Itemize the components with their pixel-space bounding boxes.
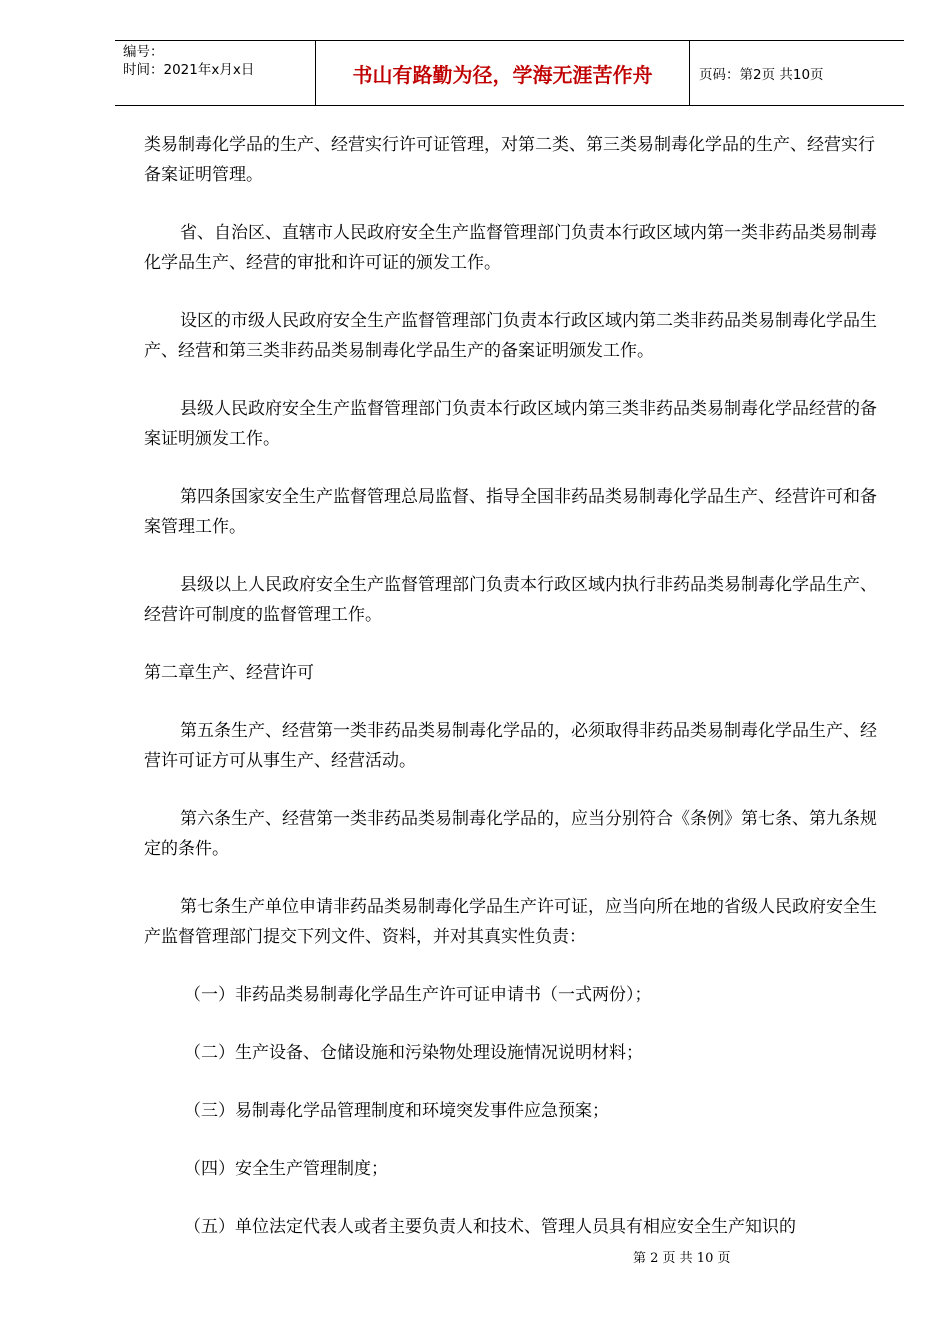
paragraph: 省、自治区、直辖市人民政府安全生产监督管理部门负责本行政区域内第一类非药品类易制毒化学品生产、经营的审批和许可证的颁发工作。	[144, 223, 877, 273]
list-item: （四）安全生产管理制度；	[184, 1159, 388, 1179]
paragraph: 县级以上人民政府安全生产监督管理部门负责本行政区域内执行非药品类易制毒化学品生产、经营许可制度的监督管理工作。	[144, 575, 877, 625]
document-number-label: 编号：	[123, 44, 164, 60]
page-footer: 第 2 页 共 10 页	[633, 1251, 731, 1266]
paragraph: 第六条生产、经营第一类非药品类易制毒化学品的，应当分别符合《条例》第七条、第九条规定的条件。	[144, 809, 877, 859]
list-item: （二）生产设备、仓储设施和污染物处理设施情况说明材料；	[184, 1043, 643, 1063]
paragraph: 第五条生产、经营第一类非药品类易制毒化学品的，必须取得非药品类易制毒化学品生产、经营许可证方可从事生产、经营活动。	[144, 721, 877, 771]
list-item: （一）非药品类易制毒化学品生产许可证申请书（一式两份）；	[184, 985, 652, 1005]
list-item: （三）易制毒化学品管理制度和环境突发事件应急预案；	[184, 1101, 609, 1121]
paragraph: 类易制毒化学品的生产、经营实行许可证管理，对第二类、第三类易制毒化学品的生产、经营实行备案证明管理。	[144, 135, 875, 185]
header-meta	[115, 41, 316, 105]
header-page-number: 页码：第2页 共10页	[699, 67, 824, 83]
paragraph: 县级人民政府安全生产监督管理部门负责本行政区域内第三类非药品类易制毒化学品经营的备案证明颁发工作。	[144, 399, 877, 449]
header-motto: 书山有路勤为径，学海无涯苦作舟	[316, 41, 690, 105]
paragraph: 设区的市级人民政府安全生产监督管理部门负责本行政区域内第二类非药品类易制毒化学品生产、经营和第三类非药品类易制毒化学品生产的备案证明颁发工作。	[144, 311, 877, 361]
page-header	[115, 40, 904, 106]
list-item: （五）单位法定代表人或者主要负责人和技术、管理人员具有相应安全生产知识的	[184, 1217, 796, 1237]
document-body	[144, 130, 879, 1270]
paragraph: 第七条生产单位申请非药品类易制毒化学品生产许可证，应当向所在地的省级人民政府安全生产监督管理部门提交下列文件、资料，并对其真实性负责：	[144, 897, 877, 947]
chapter-heading: 第二章生产、经营许可	[144, 663, 314, 683]
paragraph: 第四条国家安全生产监督管理总局监督、指导全国非药品类易制毒化学品生产、经营许可和备案管理工作。	[144, 487, 877, 537]
document-time-label: 时间：2021年x月x日	[123, 62, 255, 78]
